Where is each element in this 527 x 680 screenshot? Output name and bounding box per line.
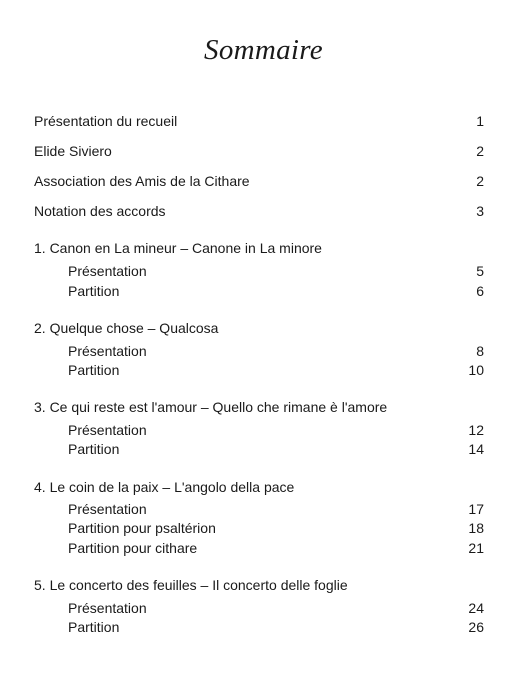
toc-entry-label: Partition	[68, 362, 120, 378]
toc-page-number: 26	[468, 619, 484, 635]
toc-entry-label: Partition	[68, 441, 120, 457]
toc-entry	[34, 141, 484, 161]
toc-page-number: 18	[468, 520, 484, 536]
toc-entry-label: Elide Siviero	[34, 143, 112, 159]
toc-page-number: 2	[476, 173, 484, 189]
toc-subentry	[68, 439, 484, 459]
toc-entry	[34, 111, 484, 131]
toc-page-number: 17	[468, 501, 484, 517]
toc-entry	[34, 201, 484, 221]
section-heading: 5. Le concerto des feuilles – Il concerto delle foglie	[34, 577, 348, 593]
section-heading: 3. Ce qui reste est l'amour – Quello che rimane è l'amore	[34, 399, 388, 415]
section-heading: 2. Quelque chose – Qualcosa	[34, 320, 219, 336]
toc-page-number: 1	[476, 113, 484, 129]
toc-page-number: 10	[468, 362, 484, 378]
toc-page-number: 21	[468, 540, 484, 556]
toc-entry-label: Partition pour cithare	[68, 540, 198, 556]
section-heading: 4. Le coin de la paix – L'angolo della pace	[34, 479, 295, 495]
toc-entry-label: Présentation	[68, 600, 147, 616]
toc-page-number: 2	[476, 143, 484, 159]
toc-subentry	[68, 360, 484, 380]
toc-entry-label: Présentation	[68, 263, 147, 279]
toc-entry-label: Partition	[68, 283, 120, 299]
toc-entry-label: Présentation	[68, 343, 147, 359]
toc-entry-label: Présentation	[68, 501, 147, 517]
toc-subentry	[68, 261, 484, 281]
toc-entry-label: Présentation	[68, 422, 147, 438]
toc-subentry	[68, 538, 484, 558]
toc-subentry	[68, 518, 484, 538]
toc-page-number: 8	[476, 343, 484, 359]
toc-subentry	[68, 281, 484, 301]
toc-entry-label: Partition pour psaltérion	[68, 520, 216, 536]
toc-entry-label: Présentation du recueil	[34, 113, 178, 129]
toc-page-number: 12	[468, 422, 484, 438]
toc-entry-label: Notation des accords	[34, 203, 166, 219]
toc-page-number: 14	[468, 441, 484, 457]
toc-entry-label: Association des Amis de la Cithare	[34, 173, 250, 189]
toc-page-number: 6	[476, 283, 484, 299]
toc-subentry	[68, 420, 484, 440]
toc-subentry	[68, 499, 484, 519]
toc-subentry	[68, 341, 484, 361]
toc-entry-label: Partition	[68, 619, 120, 635]
toc-page-number: 3	[476, 203, 484, 219]
toc-subentry	[68, 598, 484, 618]
toc-page-number: 24	[468, 600, 484, 616]
section-heading: 1. Canon en La mineur – Canone in La minore	[34, 240, 322, 256]
page-title: Sommaire	[204, 34, 323, 66]
toc-entry	[34, 171, 484, 191]
toc-page-number: 5	[476, 263, 484, 279]
toc-subentry	[68, 617, 484, 637]
